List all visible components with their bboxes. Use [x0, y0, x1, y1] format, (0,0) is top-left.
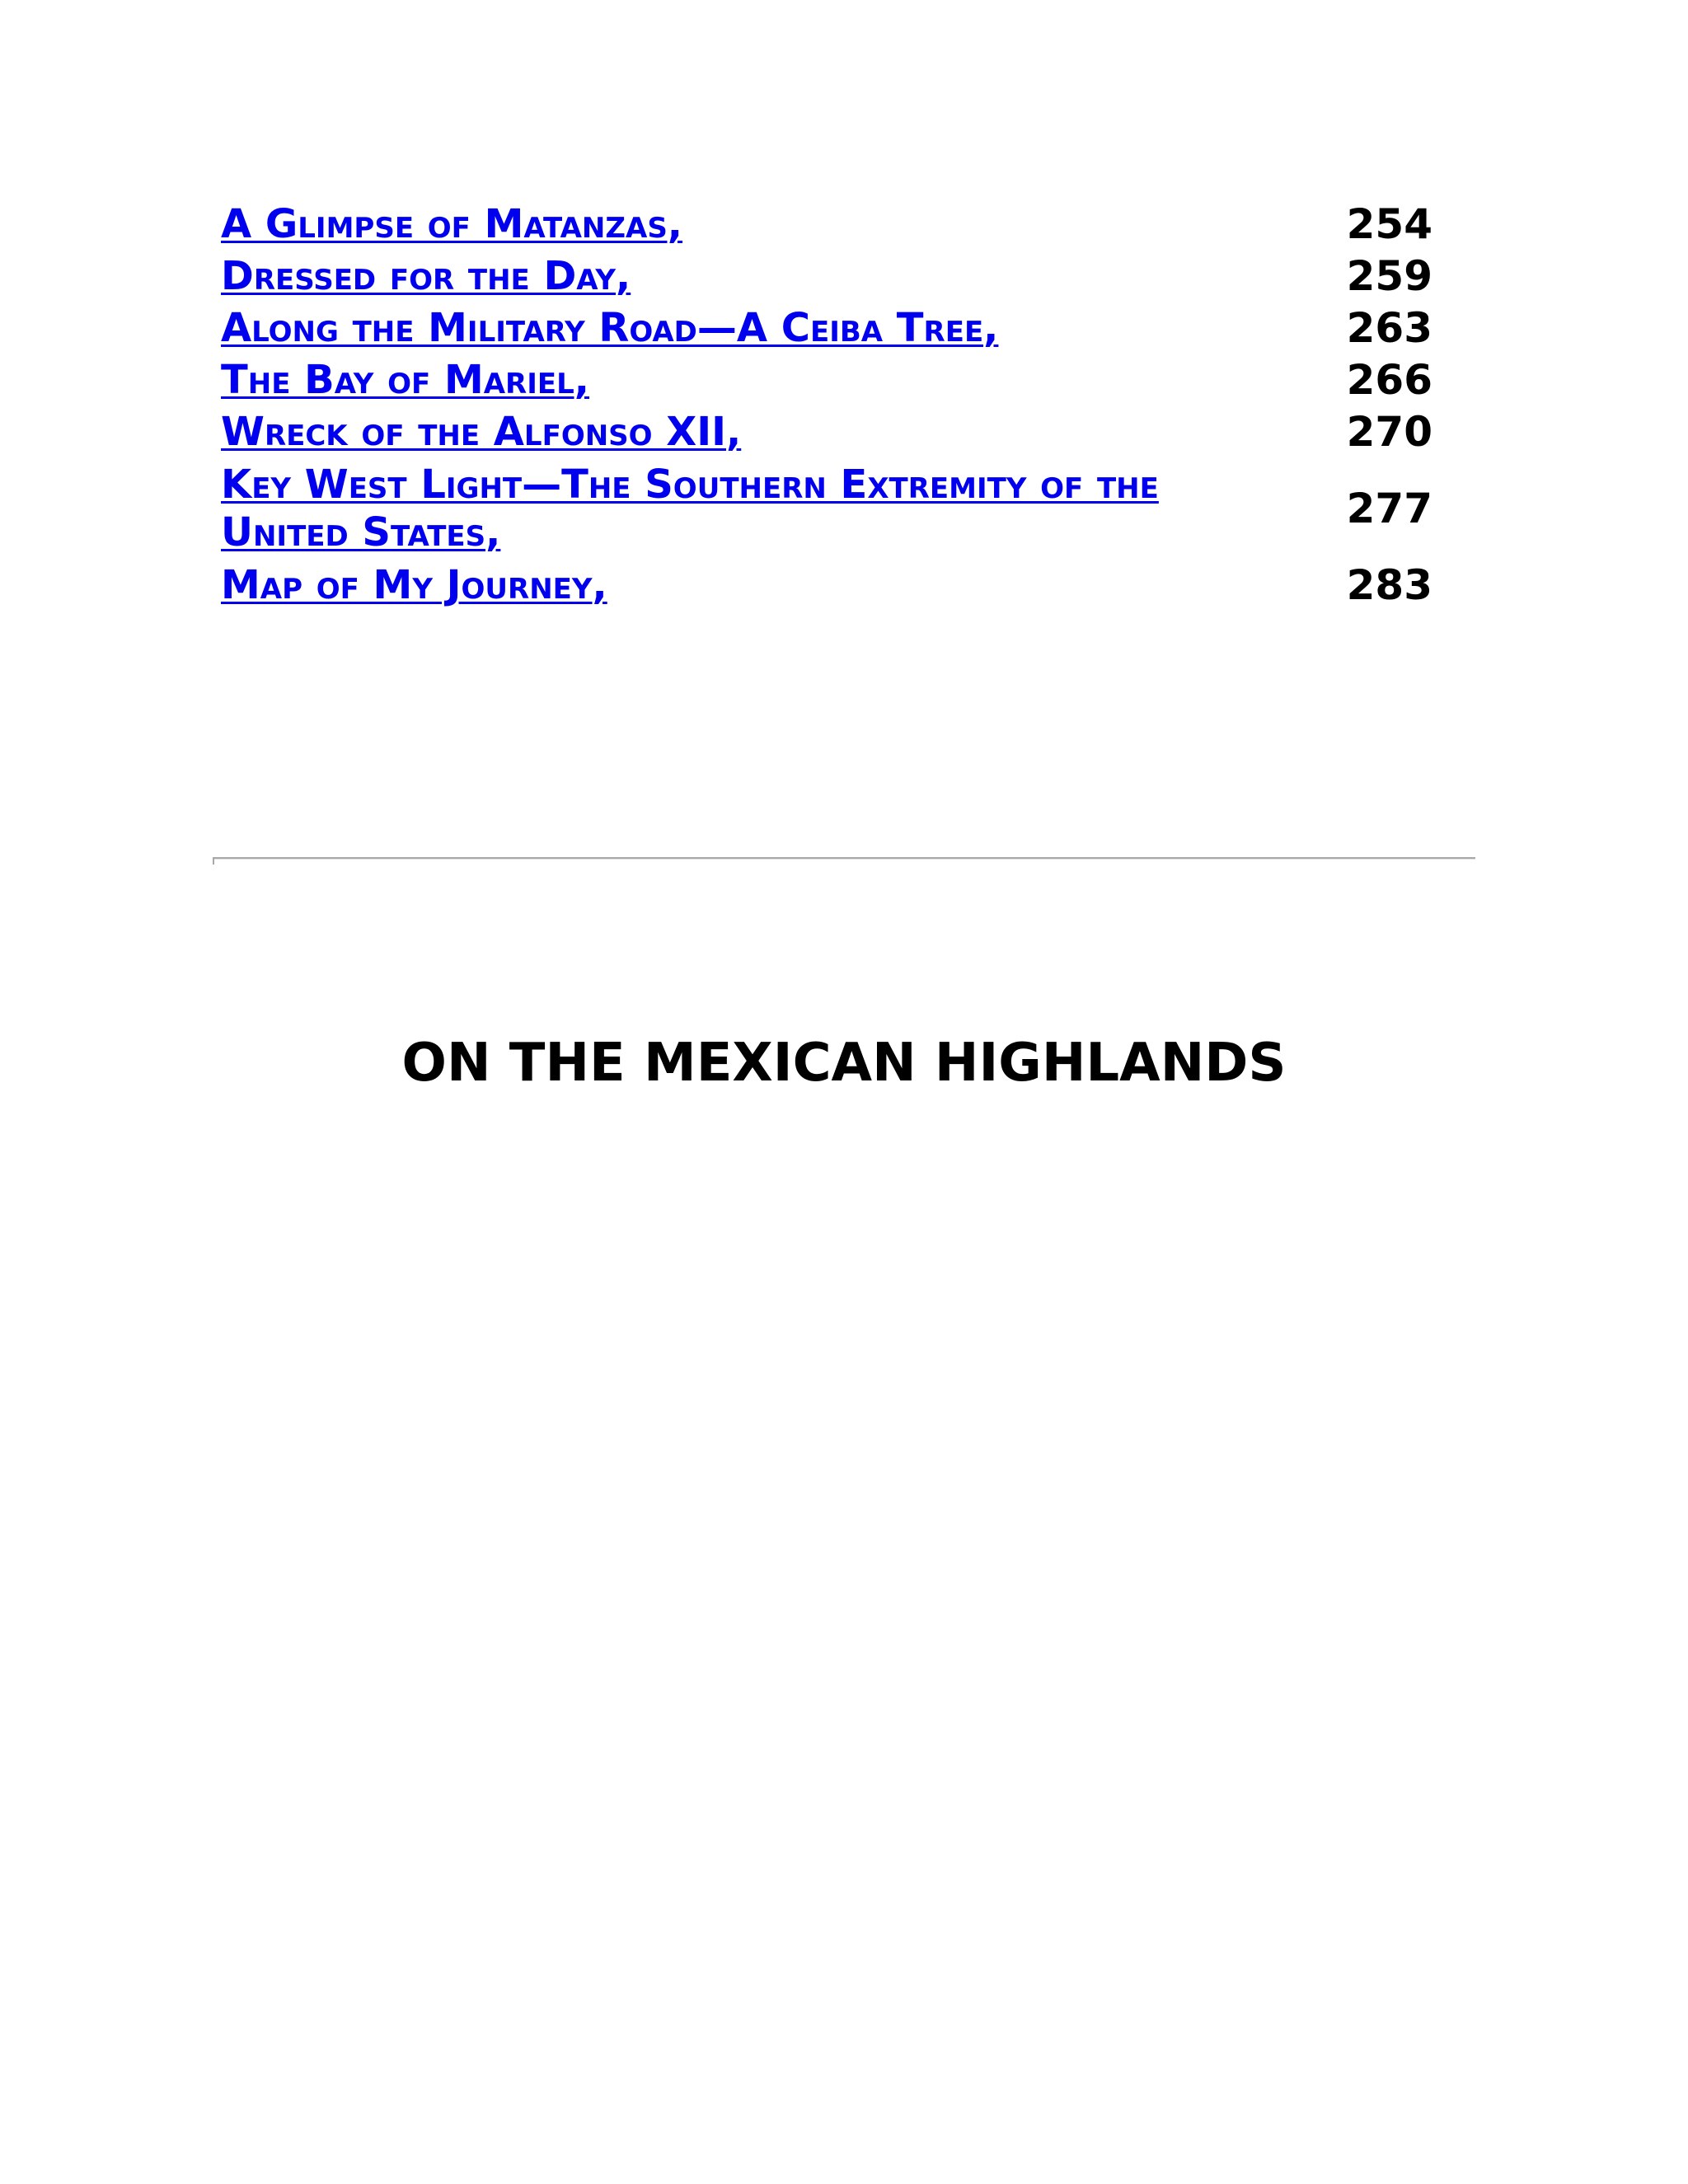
toc-link-wreck-of-alfonso-xii[interactable]: Wreck of the Alfonso XII,	[221, 408, 742, 455]
toc-row	[221, 198, 1434, 250]
page-number: 254	[1346, 199, 1432, 248]
page-number: 259	[1346, 251, 1432, 300]
toc-link-map-of-my-journey[interactable]: Map of My Journey,	[221, 561, 607, 608]
page-number: 263	[1346, 303, 1432, 352]
horizontal-rule	[213, 857, 1475, 860]
page-number: 283	[1346, 560, 1432, 609]
toc-row	[221, 559, 1434, 611]
toc-link-military-road-ceiba-tree[interactable]: Along the Military Road—A Ceiba Tree,	[221, 304, 999, 351]
toc-link-glimpse-of-matanzas[interactable]: A Glimpse of Matanzas,	[221, 200, 683, 247]
section-title: ON THE MEXICAN HIGHLANDS	[401, 1033, 1287, 1094]
horizontal-rule-edge	[213, 857, 214, 865]
toc-row	[221, 302, 1434, 354]
toc-row	[221, 457, 1434, 559]
page-number: 266	[1346, 355, 1432, 404]
toc-row	[221, 354, 1434, 405]
page-number: 270	[1346, 407, 1432, 456]
toc-row	[221, 250, 1434, 302]
illustrations-list	[221, 198, 1434, 611]
toc-row	[221, 405, 1434, 457]
toc-link-key-west-light[interactable]: Key West Light—The Southern Extremity of the United States,	[221, 461, 1159, 555]
page-number: 277	[1346, 484, 1432, 532]
toc-link-bay-of-mariel[interactable]: The Bay of Mariel,	[221, 356, 589, 403]
toc-link-dressed-for-the-day[interactable]: Dressed for the Day,	[221, 252, 631, 299]
